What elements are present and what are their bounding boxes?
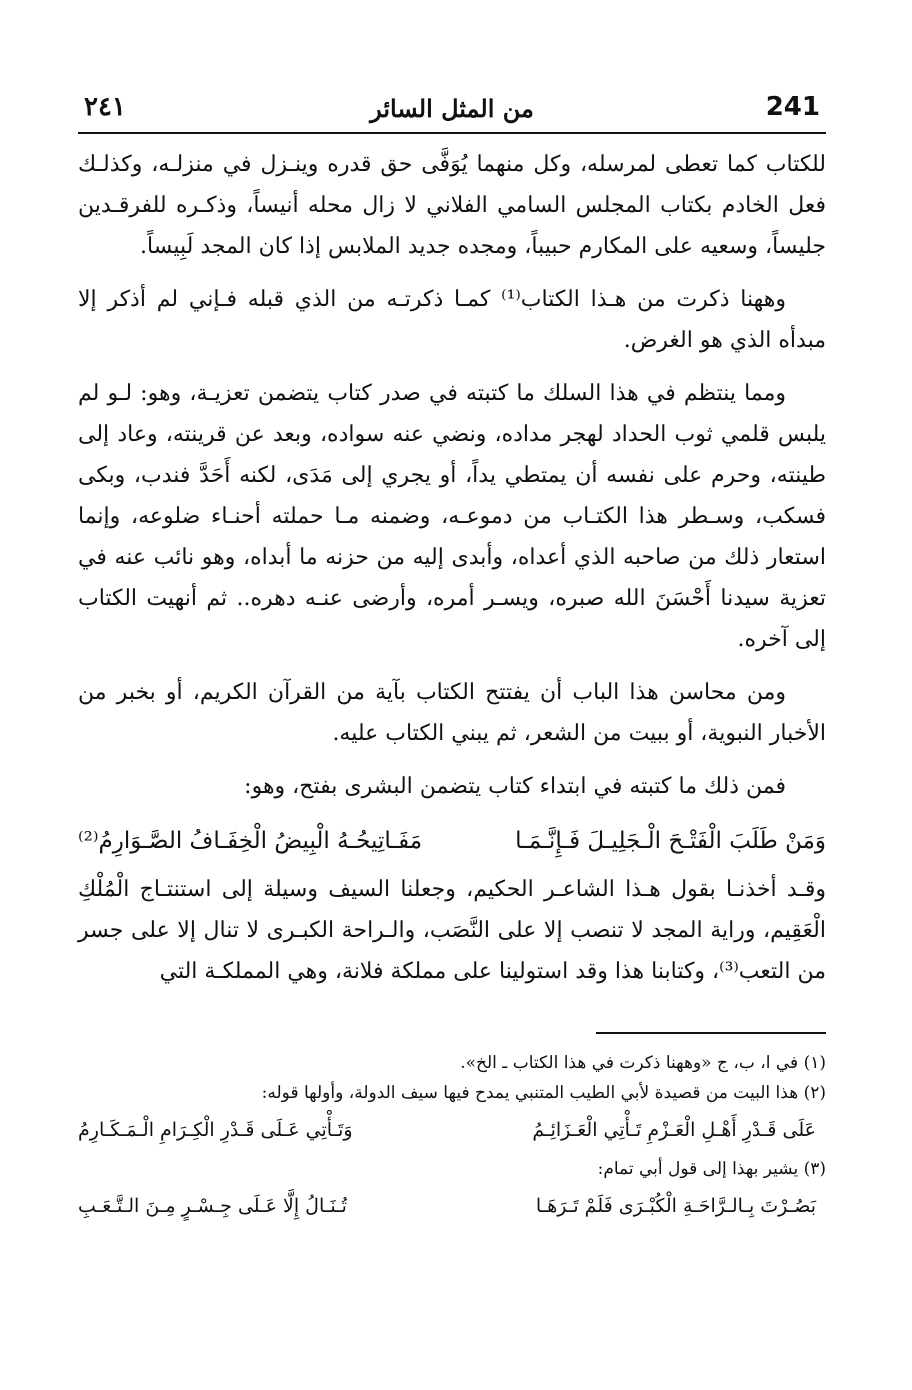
- footnote-3-verse-first: بَصُـرْتَ بِـالـرَّاحَـةِ الْكُبْـرَى فَلَمْ تَـرَهَـا: [535, 1195, 816, 1217]
- paragraph-5: فمن ذلك ما كتبته في ابتداء كتاب يتضمن البشرى بفتح، وهو:: [244, 774, 786, 799]
- paragraph-2: وههنا ذكرت من هـذا الكتاب⁽¹⁾ كمـا ذكرتـه من الذي قبله فـإني لم أذكر إلا مبدأه الذي هو الغرض.: [78, 287, 826, 353]
- page-number-latin: 241: [765, 92, 820, 122]
- footnote-3: (٣) يشير بهذا إلى قول أبي تمام:: [597, 1159, 826, 1179]
- paragraph-1: للكتاب كما تعطى لمرسله، وكل منهما يُوَفَّى حق قدره وينـزل في منزلـه، وكذلـك فعل الخادم بكتاب المجلس السامي الفلاني لا زال محله أنيساً، وذكـره للفرقـدين جليساً، وسعيه على المكارم حبيباً، ومجده جديد الملابس إذا كان المجد لَبِيساً.: [78, 152, 826, 259]
- footnote-2: (٢) هذا البيت من قصيدة لأبي الطيب المتنبي يمدح فيها سيف الدولة، وأولها قوله:: [261, 1083, 826, 1103]
- main-text: [78, 144, 826, 1224]
- verse-first-hemistich: وَمَنْ طَلَبَ الْفَتْـحَ الْـجَلِيـلَ فَـإِنَّـمَـا: [515, 828, 826, 854]
- paragraph-6: وقـد أخذنـا بقول هـذا الشاعـر الحكيم، وجعلنا السيف وسيلة إلى استنتـاج الْمُلْكِ الْعَقِيم، وراية المجد لا تنصب إلا على النَّصَب، والـراحة الكبـرى لا تنال إلا على جسر من التعب⁽³⁾، وكتابنا هذا وقد استولينا على مملكة فلانة، وهي المملكـة التي: [78, 877, 826, 984]
- verse-second-hemistich: مَفَـاتِيحُـهُ الْبِيضُ الْخِفَـافُ الصَّـوَارِمُ⁽²⁾: [78, 828, 423, 854]
- paragraph-4: ومن محاسن هذا الباب أن يفتتح الكتاب بآية من القرآن الكريم، أو بخبر من الأخبار النبوية، أو ببيت من الشعر، ثم يبني الكتاب عليه.: [78, 680, 826, 746]
- book-page: [78, 88, 826, 1230]
- footnotes: [78, 1048, 826, 1224]
- footnote-2-verse-first: عَلَى قَـدْرِ أَهْـلِ الْعَـزْمِ تَـأْتِي الْعَـزَائِـمُ: [532, 1119, 816, 1141]
- poetry-verse: [78, 819, 826, 863]
- footnote-2-verse: [78, 1112, 826, 1148]
- footnote-divider: [596, 1032, 826, 1034]
- page-number-arabic: ٢٤١: [84, 92, 126, 122]
- paragraph-3: ومما ينتظم في هذا السلك ما كتبته في صدر كتاب يتضمن تعزيـة، وهو: لـو لم يلبس قلمي ثوب الحداد لهجر مداده، ونضي عنه سواده، وبعد عن قرينته، وعاد إلى طينته، وحرم على نفسه أن يمتطي يداً، أو يجري إلى مَدَى، لكنه أَحَدَّ فندب، وبكى فسكب، وسـطر هذا الكتـاب من دموعـه، وضمنه مـا حملته أحنـاء ضلوعه، وإنما استعار ذلك من صاحبه الذي أعداه، وأبدى إليه من حزنه ما أبداه، وهو نائب عنه في تعزية سيدنا أَحْسَنَ الله صبره، ويسـر أمره، وأرضى عنـه دهره.. ثم أنهيت الكتاب إلى آخره.: [78, 381, 826, 652]
- footnote-3-verse-second: تُـنَـالُ إِلَّا عَـلَى جِـسْـرٍ مِـنَ الـتَّـعَـبِ: [78, 1195, 347, 1217]
- running-title: من المثل السائر: [370, 94, 534, 123]
- footnote-3-verse: [78, 1188, 826, 1224]
- footnote-2-verse-second: وَتَـأْتِي عَـلَى قَـدْرِ الْكِـرَامِ الْـمَـكَـارِمُ: [78, 1119, 353, 1141]
- page-header: [78, 88, 826, 134]
- footnote-1: (١) في ا، ب، ج «وههنا ذكرت في هذا الكتاب ـ الخ».: [460, 1053, 826, 1073]
